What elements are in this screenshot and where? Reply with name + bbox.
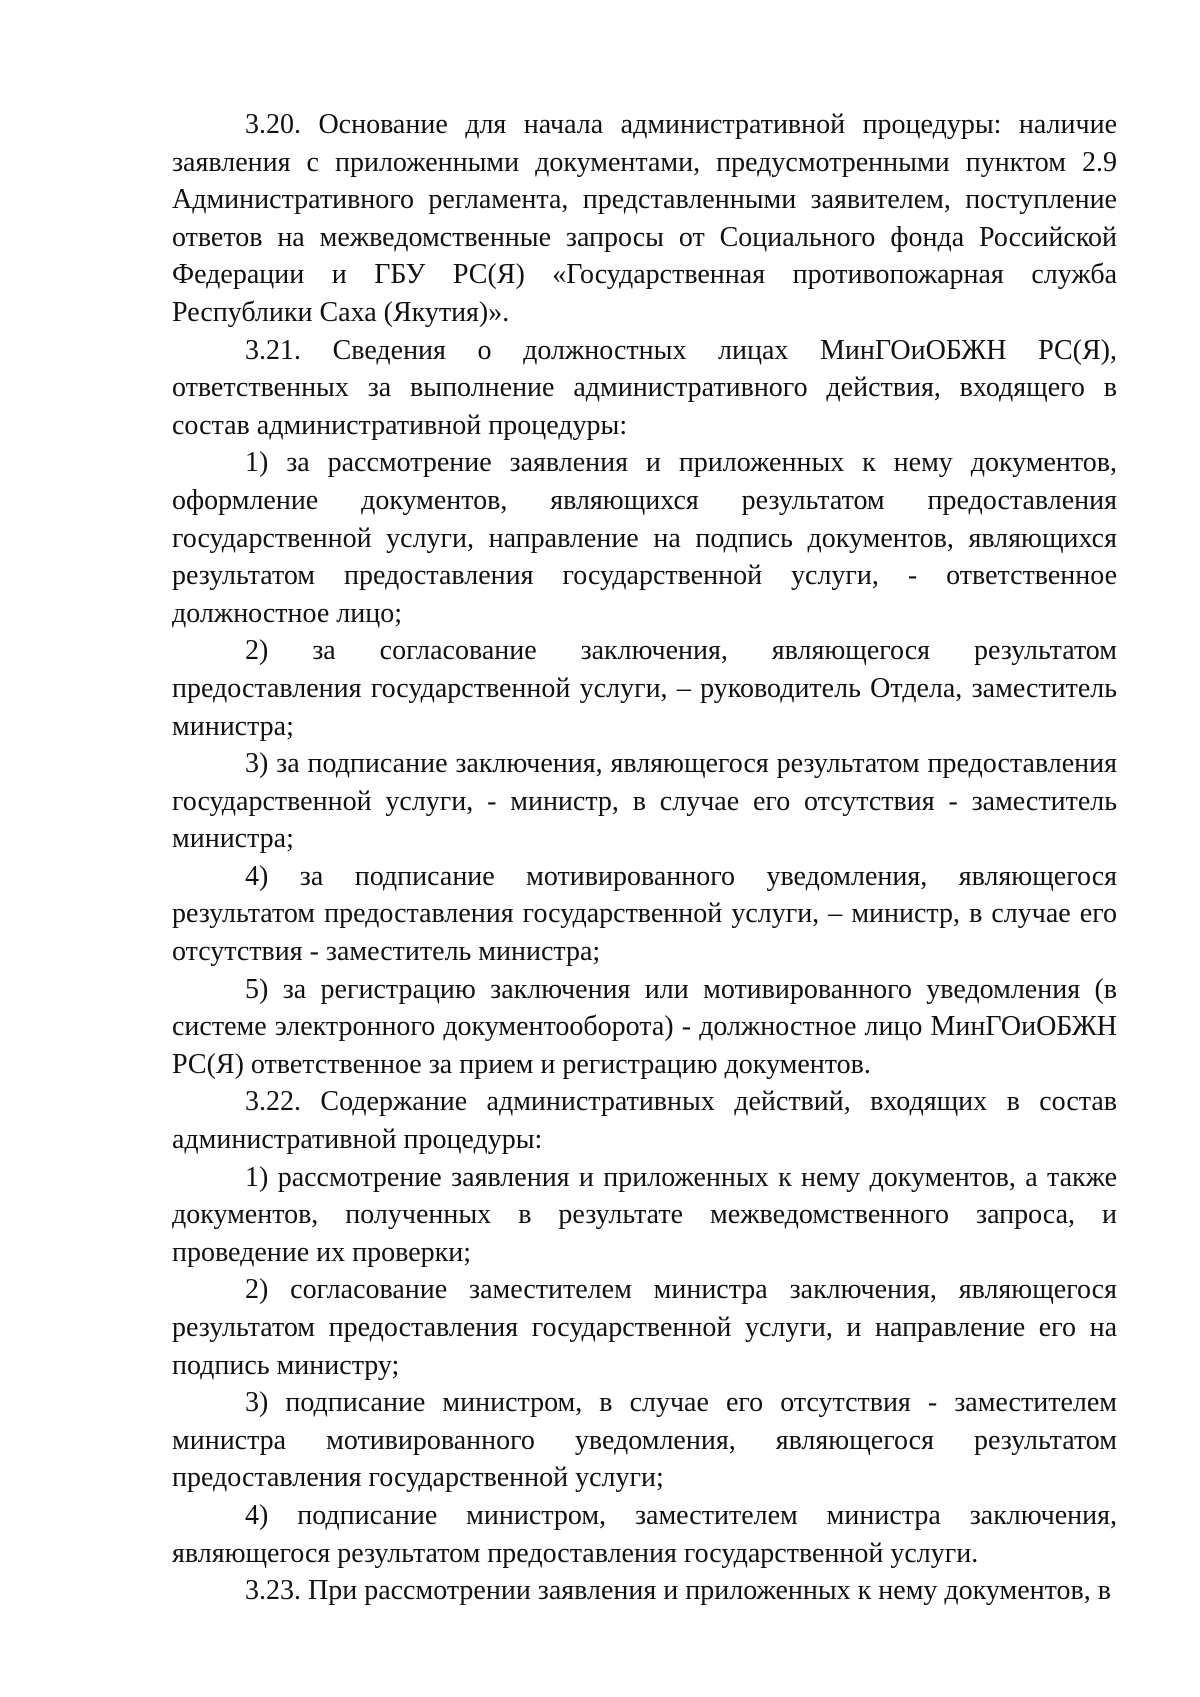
paragraph-3-21: 3.21. Сведения о должностных лицах МинГОиОБЖН РС(Я), ответственных за выполнение административного действия, входящего в состав административной процедуры:	[172, 334, 1117, 441]
paragraph-3-21-item-5: 5) за регистрацию заключения или мотивированного уведомления (в системе электронного документооборота) - должностное лицо МинГОиОБЖН РС(Я) ответственное за прием и регистрацию документов.	[172, 973, 1117, 1080]
paragraph-3-22-item-4: 4) подписание министром, заместителем министра заключения, являющегося результатом предоставления государственной услуги.	[172, 1499, 1117, 1569]
document-page	[172, 106, 1117, 1610]
paragraph-3-21-item-3: 3) за подписание заключения, являющегося результатом предоставления государственной услуги, - министр, в случае его отсутствия - заместитель министра;	[172, 748, 1117, 855]
paragraph-3-22: 3.22. Содержание административных действий, входящих в состав административной процедуры:	[172, 1086, 1117, 1156]
paragraph-3-23: 3.23. При рассмотрении заявления и приложенных к нему документов, в	[245, 1575, 1111, 1607]
paragraph-3-21-item-2: 2) за согласование заключения, являющегося результатом предоставления государственной услуги, – руководитель Отдела, заместитель министра;	[172, 635, 1117, 742]
paragraph-3-21-item-4: 4) за подписание мотивированного уведомления, являющегося результатом предоставления государственной услуги, – министр, в случае его отсутствия - заместитель министра;	[172, 860, 1117, 968]
paragraph-3-22-item-1: 1) рассмотрение заявления и приложенных к нему документов, а также документов, полученных в результате межведомственного запроса, и проведение их проверки;	[172, 1161, 1117, 1268]
paragraph-3-22-item-3: 3) подписание министром, в случае его отсутствия - заместителем министра мотивированного уведомления, являющегося результатом предоставления государственной услуги;	[172, 1387, 1117, 1494]
paragraph-3-22-item-2: 2) согласование заместителем министра заключения, являющегося результатом предоставления государственной услуги, и направление его на подпись министру;	[172, 1274, 1117, 1381]
paragraph-3-21-item-1: 1) за рассмотрение заявления и приложенных к нему документов, оформление документов, являющихся результатом предоставления государственной услуги, направление на подпись документов, являющихся результатом предоставления государственной услуги, - ответственное должностное лицо;	[172, 447, 1117, 629]
paragraph-3-20: 3.20. Основание для начала административной процедуры: наличие заявления с приложенными документами, предусмотренными пунктом 2.9 Административного регламента, представленными заявителем, поступление ответов на межведомственные запросы от Социального фонда Российской Федерации и ГБУ РС(Я) «Государственная противопожарная служба Республики Саха (Якутия)».	[172, 109, 1117, 328]
